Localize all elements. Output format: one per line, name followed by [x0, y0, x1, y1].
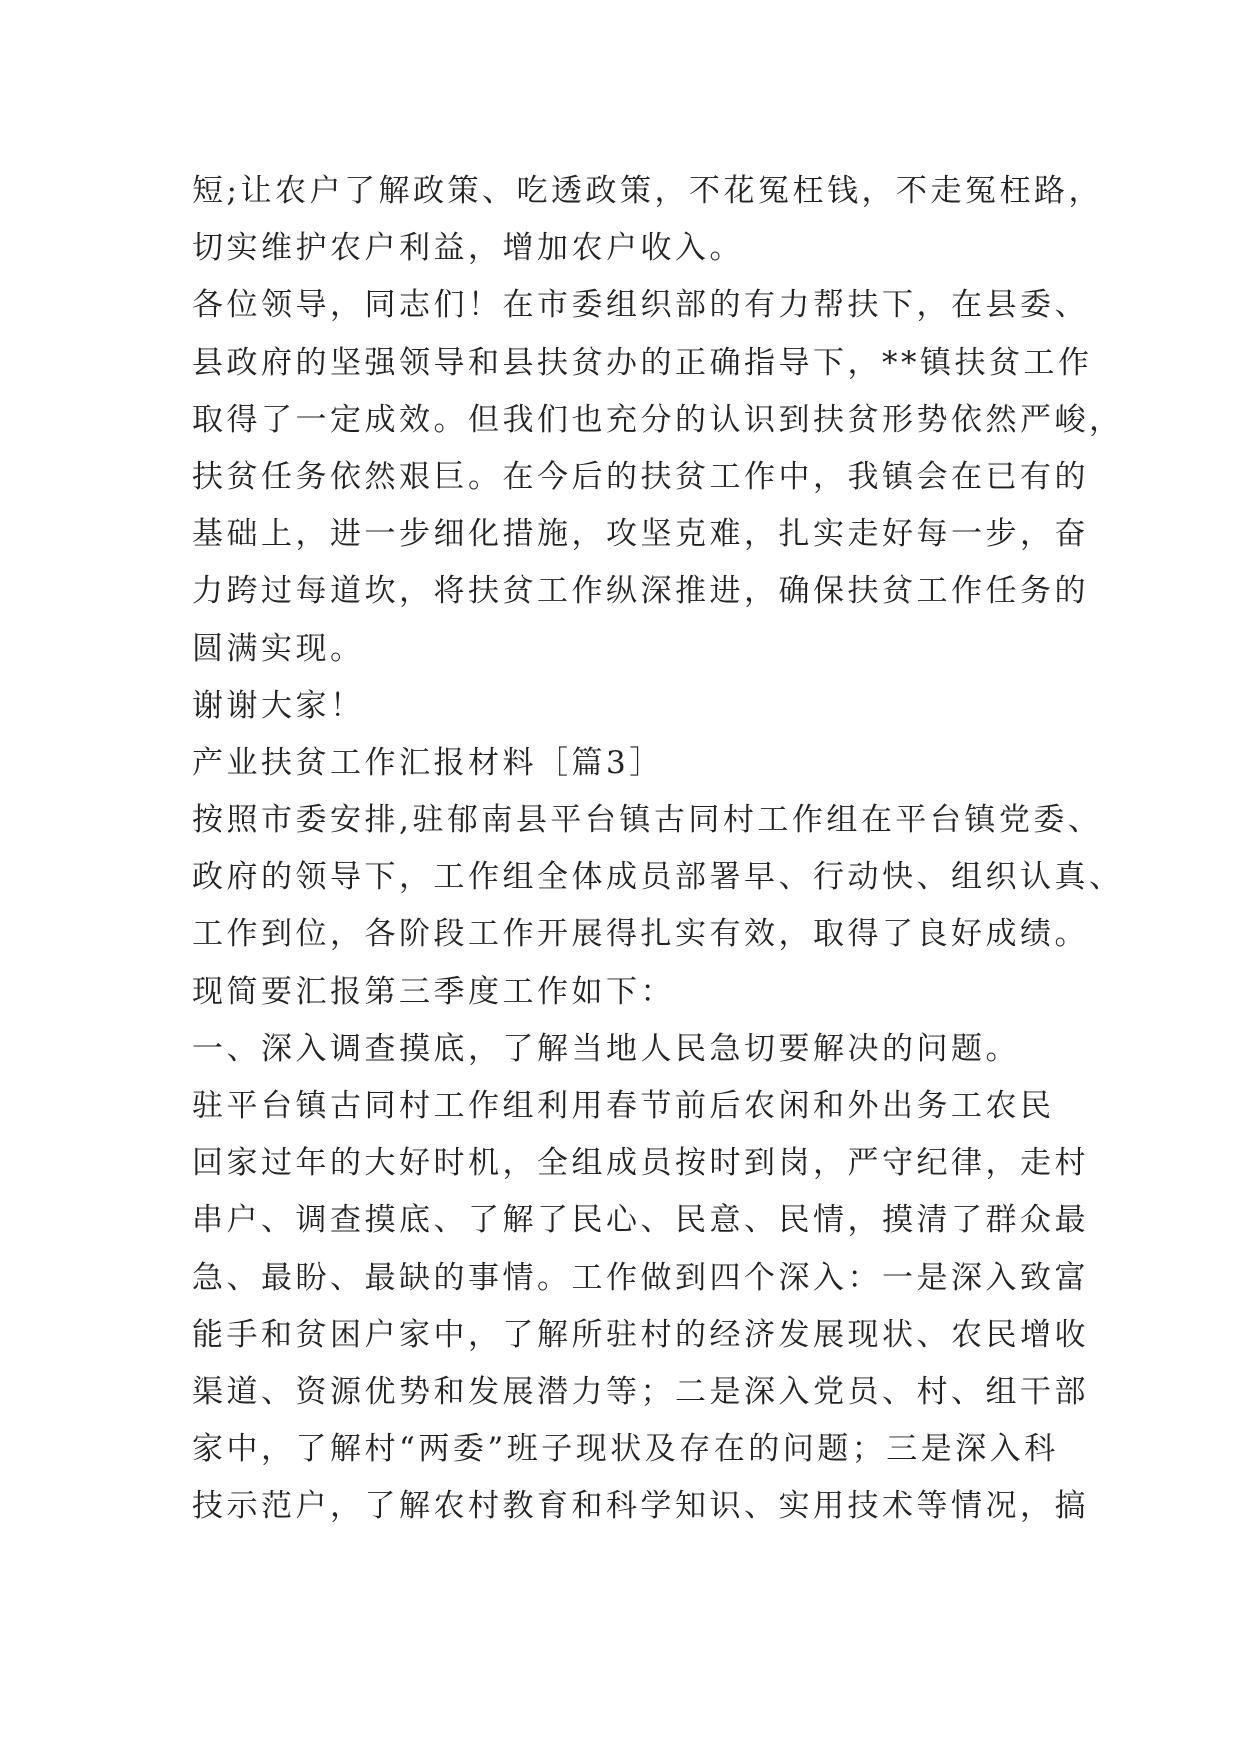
text-line: 圆满实现。: [192, 630, 365, 667]
text-line: 家中，了解村“两委”班子现状及存在的问题；三是深入科: [192, 1431, 1059, 1468]
numbered-heading: 一、深入调查摸底，了解当地人民急切要解决的问题。: [192, 1030, 1020, 1067]
text-line: 急、最盼、最缺的事情。工作做到四个深入：一是深入致富: [192, 1259, 1089, 1296]
text-line: 扶贫任务依然艰巨。在今后的扶贫工作中，我镇会在已有的: [192, 458, 1089, 495]
text-line: 技示范户，了解农村教育和科学知识、实用技术等情况，搞: [192, 1488, 1089, 1525]
text-line: 串户、调查摸底、了解了民心、民意、民情，摸清了群众最: [192, 1202, 1089, 1239]
text-line: 回家过年的大好时机，全组成员按时到岗，严守纪律，走村: [192, 1145, 1089, 1182]
text-line: 现简要汇报第三季度工作如下：: [192, 973, 675, 1010]
text-line: 谢谢大家！: [192, 687, 365, 724]
text-line: 按照市委安排,驻郁南县平台镇古同村工作组在平台镇党委、: [192, 802, 1103, 839]
section-heading: 产业扶贫工作汇报材料［篇3］: [192, 744, 664, 781]
text-line: 各位领导，同志们！在市委组织部的有力帮扶下，在县委、: [192, 287, 1089, 324]
text-line: 基础上，进一步细化措施，攻坚克难，扎实走好每一步，奋: [192, 516, 1089, 553]
text-line: 县政府的坚强领导和县扶贫办的正确指导下，**镇扶贫工作: [192, 344, 1093, 381]
text-line: 能手和贫困户家中，了解所驻村的经济发展现状、农民增收: [192, 1316, 1089, 1353]
text-line: 政府的领导下，工作组全体成员部署早、行动快、组织认真、: [192, 859, 1124, 896]
text-line: 力跨过每道坎，将扶贫工作纵深推进，确保扶贫工作任务的: [192, 573, 1089, 610]
text-line: 工作到位，各阶段工作开展得扎实有效，取得了良好成绩。: [192, 916, 1089, 953]
text-line: 渠道、资源优势和发展潜力等；二是深入党员、村、组干部: [192, 1373, 1089, 1410]
document-body: [192, 163, 1124, 1536]
text-line: 切实维护农户利益，增加农户收入。: [192, 230, 744, 267]
text-line: 取得了一定成效。但我们也充分的认识到扶贫形势依然严峻，: [192, 401, 1124, 438]
text-line: 短;让农户了解政策、吃透政策，不花冤枉钱，不走冤枉路，: [192, 173, 1103, 209]
text-line: 驻平台镇古同村工作组利用春节前后农闲和外出务工农民: [192, 1088, 1055, 1124]
